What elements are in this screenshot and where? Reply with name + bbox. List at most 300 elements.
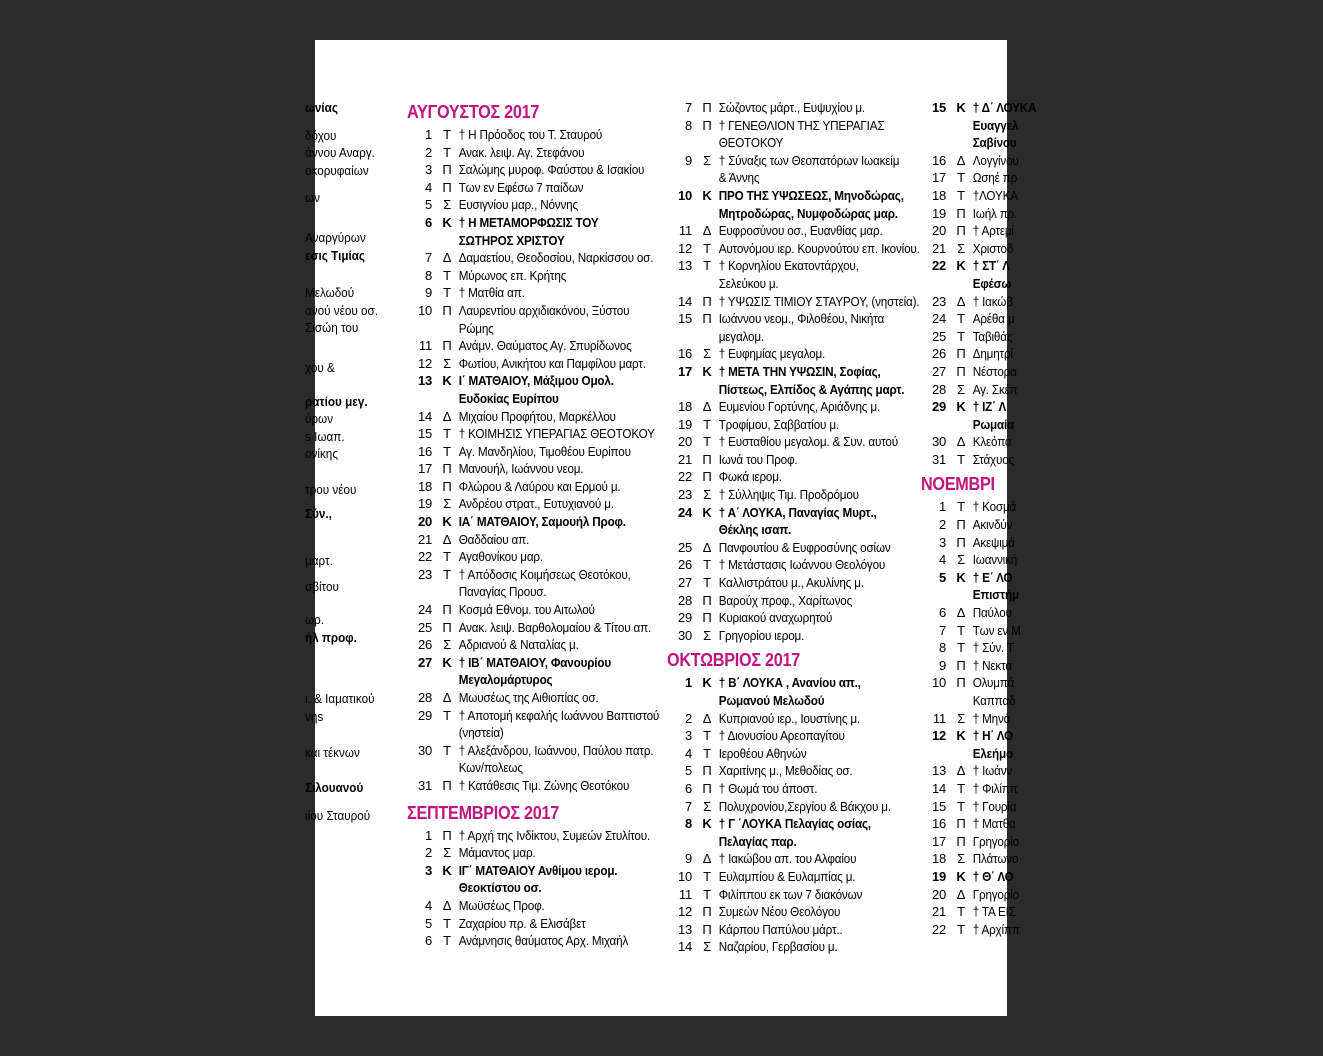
feast-text-line: Γρηγορίο — [972, 886, 1019, 902]
calendar-entry — [667, 117, 942, 152]
feast-text-line: Θαδδαίου απ. — [458, 531, 530, 547]
calendar-entry — [921, 868, 1044, 886]
weekday-letter: Π — [956, 675, 966, 691]
feast-text-line: † Ματθία απ. — [458, 285, 525, 301]
weekday-letter: Κ — [702, 816, 712, 832]
weekday-letter: Δ — [956, 152, 966, 168]
weekday-letter: Π — [442, 302, 452, 318]
calendar-entry — [921, 534, 1044, 552]
calendar-entry — [667, 451, 942, 469]
weekday-letter: Σ — [957, 710, 965, 726]
feast-text-line: Επιστήμ — [972, 587, 1019, 603]
feast-text — [716, 903, 920, 921]
feast-text-line: Αρέθα μ — [972, 311, 1015, 327]
calendar-entry — [407, 355, 682, 373]
feast-text-line: Ταβιθάς — [972, 328, 1013, 344]
weekday-letter: Τ — [443, 144, 451, 160]
weekday-letter: Σ — [957, 381, 965, 397]
weekday-letter: Σ — [957, 552, 965, 568]
feast-text — [456, 495, 659, 513]
calendar-entry — [667, 903, 942, 921]
feast-text — [716, 745, 920, 763]
weekday-letter: Τ — [703, 416, 711, 432]
weekday-letter: Π — [956, 833, 966, 849]
truncated-entry-text: μαρτ. — [305, 553, 333, 569]
calendar-entry — [667, 574, 942, 592]
feast-text-line: Πανφουτίου & Ευφροσύνης οσίων — [718, 539, 891, 555]
feast-text-line: Μωυσέως της Αιθιοπίας οσ. — [458, 690, 599, 705]
day-number: 4 — [684, 745, 692, 761]
weekday-letter: Τ — [443, 549, 451, 565]
feast-text-line: † Ιακώβ — [972, 293, 1013, 309]
feast-text — [716, 468, 920, 486]
calendar-entry — [921, 886, 1044, 904]
weekday-letter: Π — [442, 461, 452, 477]
feast-text-line: Ανάμν. Θαύματος Αγ. Σπυρίδωνος — [458, 338, 632, 354]
weekday-letter: Σ — [703, 627, 711, 643]
calendar-entry — [407, 844, 682, 862]
feast-text-line: Ευλαμπίου & Ευλαμπίας μ. — [718, 868, 856, 884]
truncated-entry-text: και τέκνων — [305, 744, 360, 760]
feast-text-line: Παναγίας Προυσ. — [458, 584, 547, 600]
feast-text — [456, 844, 659, 862]
weekday-letter: Π — [702, 921, 712, 937]
feast-text-line: † Γ ΄ΛΟΥΚΑ Πελαγίας οσίας, — [718, 816, 871, 832]
weekday-letter: Σ — [957, 240, 965, 256]
feast-text-line: Ευδοκίας Ευρίπου — [458, 390, 559, 406]
day-number: 12 — [677, 904, 692, 920]
weekday-letter: Π — [442, 602, 452, 618]
feast-text-line: & Άννης — [718, 170, 760, 186]
weekday-letter: Π — [702, 293, 712, 309]
feast-text-line: Κοσμά Εθνομ. του Αιτωλού — [458, 602, 595, 618]
calendar-entry — [921, 710, 1044, 728]
weekday-letter: Τ — [957, 640, 965, 656]
feast-text-line: (νηστεία) — [458, 725, 504, 741]
day-number: 12 — [677, 240, 692, 256]
day-number: 30 — [417, 742, 432, 758]
day-number: 15 — [417, 426, 432, 442]
feast-text — [970, 516, 1036, 534]
feast-text — [456, 267, 659, 285]
feast-text — [970, 921, 1036, 939]
day-number: 9 — [938, 657, 946, 673]
day-number: 1 — [684, 675, 692, 691]
calendar-entry — [407, 337, 682, 355]
feast-text — [456, 707, 659, 742]
day-number: 12 — [417, 355, 432, 371]
calendar-entry — [407, 478, 682, 496]
feast-text — [970, 604, 1036, 622]
truncated-entry-text: ύρων — [305, 411, 334, 427]
day-number: 26 — [417, 637, 432, 653]
calendar-entry — [921, 99, 1044, 152]
feast-text-line: Ζαχαρίου πρ. & Ελισάβετ — [458, 915, 586, 931]
feast-text — [456, 827, 659, 845]
day-number: 4 — [424, 179, 432, 195]
calendar-entry — [667, 762, 942, 780]
feast-text — [970, 152, 1036, 170]
weekday-letter: Δ — [442, 690, 452, 705]
calendar-entry — [407, 636, 682, 654]
feast-text — [456, 932, 659, 950]
calendar-entry — [921, 152, 1044, 170]
day-number: 7 — [684, 798, 692, 814]
weekday-letter: Τ — [957, 170, 965, 186]
feast-text-line: μεγαλομ. — [718, 328, 765, 344]
feast-text-line: † ΣΤ΄ Λ — [972, 258, 1010, 274]
feast-text-line: Θεοκτίστου οσ. — [458, 880, 542, 896]
calendar-entry — [667, 850, 942, 868]
calendar-entry — [667, 556, 942, 574]
feast-text-line: Σελεύκου μ. — [718, 275, 779, 291]
calendar-entry — [667, 363, 942, 398]
calendar-entry — [667, 345, 942, 363]
feast-text-line: Εφέσω — [972, 275, 1012, 291]
weekday-letter: Π — [442, 777, 452, 793]
calendar-entry — [407, 302, 682, 337]
truncated-entry-text: ι. & Ιαματικού — [305, 691, 375, 707]
calendar-entry — [407, 897, 682, 915]
day-number: 5 — [938, 569, 946, 585]
feast-text — [970, 798, 1036, 816]
weekday-letter: Δ — [442, 408, 452, 424]
weekday-letter: Τ — [957, 499, 965, 515]
feast-text-line: Κυπριανού ιερ., Ιουστίνης μ. — [718, 710, 861, 726]
feast-text — [970, 903, 1036, 921]
weekday-letter: Δ — [442, 531, 452, 547]
calendar-entry — [921, 903, 1044, 921]
calendar-entry — [407, 601, 682, 619]
weekday-letter: Κ — [956, 258, 966, 274]
weekday-letter: Π — [702, 469, 712, 485]
feast-text — [970, 398, 1036, 433]
day-number: 17 — [677, 363, 692, 379]
feast-text — [456, 862, 659, 897]
feast-text — [456, 144, 659, 162]
day-number: 29 — [417, 707, 432, 723]
truncated-entry-text: Σύν., — [305, 505, 332, 521]
day-number: 1 — [424, 827, 432, 843]
day-number: 8 — [684, 816, 692, 832]
feast-text-line: Ρωμαία — [972, 416, 1015, 432]
calendar-entry — [921, 657, 1044, 675]
calendar-entry — [407, 443, 682, 461]
weekday-letter: Τ — [703, 745, 711, 761]
day-number: 17 — [931, 170, 946, 186]
weekday-letter: Π — [956, 205, 966, 221]
calendar-entry — [667, 798, 942, 816]
day-number: 25 — [931, 328, 946, 344]
weekday-letter: Π — [956, 363, 966, 379]
day-number: 20 — [417, 514, 432, 530]
calendar-entry — [921, 363, 1044, 381]
feast-text-line: Ολυμπά — [972, 675, 1015, 691]
weekday-letter: Τ — [443, 915, 451, 931]
feast-text-line: † Δ΄ ΛΟΥΚΑ — [972, 100, 1037, 115]
day-number: 19 — [677, 416, 692, 432]
weekday-letter: Δ — [956, 293, 966, 309]
day-number: 29 — [931, 399, 946, 415]
feast-text — [716, 780, 920, 798]
feast-text-line: Μύρωνος επ. Κρήτης — [458, 267, 567, 283]
feast-text — [456, 513, 659, 531]
feast-text — [970, 433, 1036, 451]
weekday-letter: Τ — [957, 328, 965, 344]
calendar-entry — [921, 205, 1044, 223]
weekday-letter: Τ — [957, 187, 965, 203]
weekday-letter: Δ — [702, 710, 712, 726]
day-number: 30 — [677, 627, 692, 643]
calendar-entry — [921, 240, 1044, 258]
feast-text — [970, 534, 1036, 552]
feast-text-line: Δαμαετίου, Θεοδοσίου, Ναρκίσσου οσ. — [458, 250, 654, 266]
weekday-letter: Τ — [957, 798, 965, 814]
truncated-entry-text: ωνίας — [305, 100, 338, 115]
day-number: 2 — [684, 710, 692, 726]
feast-text — [970, 363, 1036, 381]
day-number: 24 — [677, 504, 692, 520]
feast-text — [970, 328, 1036, 346]
feast-text-line: † Θ΄ ΛΟ — [972, 868, 1014, 884]
feast-text-line: † ΙΖ΄ Λ — [972, 399, 1007, 415]
feast-text-line: Ακινδύν — [972, 517, 1013, 533]
truncated-entry-text: Μελωδού — [305, 285, 355, 301]
calendar-entry — [667, 310, 942, 345]
calendar-entry — [407, 372, 682, 407]
day-number: 30 — [931, 434, 946, 450]
calendar-entry — [667, 627, 942, 645]
day-number: 22 — [677, 469, 692, 485]
feast-text — [456, 355, 659, 373]
calendar-entry — [407, 408, 682, 426]
day-number: 15 — [931, 100, 946, 115]
calendar-entry — [921, 833, 1044, 851]
truncated-entry-text: εσις Τιμίας — [305, 247, 366, 263]
feast-text — [970, 569, 1036, 604]
feast-text-line: † Β΄ ΛΟΥΚΑ , Ανανίου απ., — [718, 675, 861, 691]
feast-text-line: Ωσηέ πρ — [972, 170, 1018, 186]
calendar-entry — [407, 144, 682, 162]
day-number: 14 — [677, 293, 692, 309]
feast-text-line: † ΥΨΩΣΙΣ ΤΙΜΙΟΥ ΣΤΑΥΡΟΥ, (νηστεία). — [718, 293, 920, 309]
feast-text-line: † Διονυσίου Αρεοπαγίτου — [718, 728, 845, 744]
day-number: 3 — [424, 162, 432, 178]
weekday-letter: Δ — [702, 399, 712, 415]
feast-text — [716, 798, 920, 816]
weekday-letter: Τ — [957, 904, 965, 920]
feast-text-line: Στάχυος — [972, 451, 1015, 467]
calendar-entry — [407, 915, 682, 933]
truncated-entry-text: ανού νέου οσ. — [305, 302, 378, 318]
day-number: 3 — [424, 862, 432, 878]
day-number: 18 — [677, 399, 692, 415]
feast-text-line: Θέκλης ισαπ. — [718, 522, 792, 538]
feast-text-line: †ΛΟΥΚΑ — [972, 187, 1018, 203]
feast-text-line: Γρηγορίου ιερομ. — [718, 627, 805, 643]
day-number: 16 — [677, 346, 692, 362]
calendar-entry — [407, 827, 682, 845]
feast-text — [716, 886, 920, 904]
calendar-entry — [667, 398, 942, 416]
feast-text-line: Παύλου — [972, 605, 1012, 621]
feast-text — [456, 777, 659, 795]
feast-text-line: Ι΄ ΜΑΤΘΑΙΟΥ, Μάξιμου Ομολ. — [458, 373, 614, 389]
day-number: 8 — [424, 267, 432, 283]
feast-text — [716, 398, 920, 416]
weekday-letter: Τ — [703, 434, 711, 450]
truncated-entry-text: οκορυφαίων — [305, 162, 369, 178]
weekday-letter: Σ — [443, 496, 451, 512]
feast-text — [456, 425, 659, 443]
weekday-letter: Π — [956, 223, 966, 239]
day-number: 18 — [931, 187, 946, 203]
day-number: 3 — [684, 728, 692, 744]
feast-text — [716, 99, 920, 117]
feast-text — [716, 293, 920, 311]
feast-text — [716, 609, 920, 627]
day-number: 8 — [684, 117, 692, 133]
day-number: 22 — [417, 549, 432, 565]
month-heading: ΝΟΕΜΒΡΙ — [921, 474, 995, 495]
weekday-letter: Κ — [956, 399, 966, 415]
calendar-entry — [407, 742, 682, 777]
feast-text — [716, 850, 920, 868]
feast-text — [970, 451, 1036, 469]
calendar-entry — [667, 674, 942, 709]
truncated-entry-text: Αναργύρων — [305, 229, 366, 245]
feast-text-line: ΠΡΟ ΤΗΣ ΥΨΩΣΕΩΣ, Μηνοδώρας, — [718, 187, 904, 203]
feast-text-line: † ΤΑ ΕΙΣ — [972, 904, 1016, 920]
feast-text-line: † Αλεξάνδρου, Ιωάννου, Παύλου πατρ. — [458, 742, 654, 758]
calendar-entry — [407, 707, 682, 742]
weekday-letter: Τ — [443, 443, 451, 459]
feast-text — [716, 310, 920, 345]
weekday-letter: Π — [956, 517, 966, 533]
day-number: 6 — [938, 605, 946, 621]
feast-text-line: Κυριακού αναχωρητού — [718, 610, 833, 626]
calendar-entry — [667, 152, 942, 187]
day-number: 22 — [931, 258, 946, 274]
day-number: 7 — [938, 622, 946, 638]
feast-text-line: Γρηγορίο — [972, 833, 1019, 849]
feast-text-line: † Η Πρόοδος του Τ. Σταυρού — [458, 127, 603, 142]
weekday-letter: Τ — [443, 127, 451, 142]
feast-text — [970, 850, 1036, 868]
feast-text-line: Ανάμνησις θαύματος Αρχ. Μιχαήλ — [458, 933, 629, 949]
feast-text-line: † Νεκτα — [972, 657, 1012, 673]
day-number: 24 — [931, 311, 946, 327]
day-number: 5 — [424, 197, 432, 213]
weekday-letter: Σ — [703, 346, 711, 362]
feast-text-line: Ρώμης — [458, 320, 494, 336]
feast-text — [716, 627, 920, 645]
day-number: 23 — [677, 487, 692, 503]
calendar-entry — [667, 780, 942, 798]
truncated-entry-text: χου & — [305, 359, 335, 375]
day-number: 14 — [677, 939, 692, 955]
feast-text — [970, 780, 1036, 798]
feast-text — [716, 868, 920, 886]
feast-text-line: † Η ΜΕΤΑΜΟΡΦΩΣΙΣ ΤΟΥ — [458, 214, 599, 230]
day-number: 20 — [931, 886, 946, 902]
weekday-letter: Π — [702, 904, 712, 920]
feast-text-line: † Ματθα — [972, 816, 1016, 832]
day-number: 1 — [938, 499, 946, 515]
weekday-letter: Σ — [957, 851, 965, 867]
calendar-entry — [407, 179, 682, 197]
calendar-entry — [921, 222, 1044, 240]
calendar-entry — [921, 398, 1044, 433]
calendar-entry — [667, 293, 942, 311]
calendar-entry — [407, 495, 682, 513]
feast-text-line: † Η΄ ΛΟ — [972, 728, 1013, 744]
day-number: 7 — [424, 250, 432, 266]
day-number: 23 — [417, 566, 432, 582]
day-number: 27 — [417, 654, 432, 670]
weekday-letter: Τ — [703, 886, 711, 902]
feast-text — [716, 592, 920, 610]
month-heading: ΟΚΤΩΒΡΙΟΣ 2017 — [667, 650, 800, 671]
calendar-entry — [921, 780, 1044, 798]
day-number: 10 — [417, 302, 432, 318]
day-number: 5 — [684, 763, 692, 779]
calendar-entry — [667, 240, 942, 258]
day-number: 4 — [424, 897, 432, 913]
calendar-entry — [407, 862, 682, 897]
weekday-letter: Κ — [442, 514, 452, 530]
calendar-entry — [407, 214, 682, 249]
feast-text — [456, 531, 659, 549]
truncated-entry-text: ονίκης — [305, 446, 338, 462]
weekday-letter: Σ — [703, 152, 711, 168]
weekday-letter: Τ — [443, 742, 451, 758]
day-number: 31 — [931, 451, 946, 467]
feast-text — [970, 762, 1036, 780]
feast-text-line: Των εν Εφέσω 7 παίδων — [458, 179, 584, 195]
day-number: 21 — [417, 531, 432, 547]
feast-text-line: Δημητρί — [972, 346, 1013, 362]
feast-text-line: † Ιωάνν — [972, 763, 1013, 779]
weekday-letter: Τ — [443, 426, 451, 442]
feast-text-line: † Α΄ ΛΟΥΚΑ, Παναγίας Μυρτ., — [718, 504, 877, 520]
feast-text — [970, 710, 1036, 728]
feast-text-line: † ΜΕΤΑ ΤΗΝ ΥΨΩΣΙΝ, Σοφίας, — [718, 363, 881, 379]
feast-text-line: † ΙΒ΄ ΜΑΤΘΑΙΟΥ, Φανουρίου — [458, 654, 611, 670]
calendar-entry — [667, 433, 942, 451]
weekday-letter: Σ — [443, 845, 451, 861]
day-number: 31 — [417, 777, 432, 793]
weekday-letter: Κ — [702, 187, 712, 203]
weekday-letter: Σ — [703, 487, 711, 503]
feast-text — [716, 222, 920, 240]
calendar-entry — [667, 539, 942, 557]
day-number: 23 — [931, 293, 946, 309]
feast-text-line: Χριστοδ — [972, 240, 1014, 256]
feast-text-line: Μεγαλομάρτυρος — [458, 672, 553, 688]
day-number: 3 — [938, 534, 946, 550]
feast-text-line: Μωϋσέως Προφ. — [458, 897, 545, 913]
feast-text-line: † Ε΄ ΛΟ — [972, 569, 1013, 585]
weekday-letter: Κ — [956, 728, 966, 744]
calendar-entry — [667, 745, 942, 763]
calendar-entry — [921, 498, 1044, 516]
day-number: 10 — [677, 868, 692, 884]
weekday-letter: Σ — [443, 355, 451, 371]
calendar-entry — [667, 504, 942, 539]
day-number: 20 — [677, 434, 692, 450]
truncated-entry-text: ρατίου μεγ. — [305, 393, 368, 409]
